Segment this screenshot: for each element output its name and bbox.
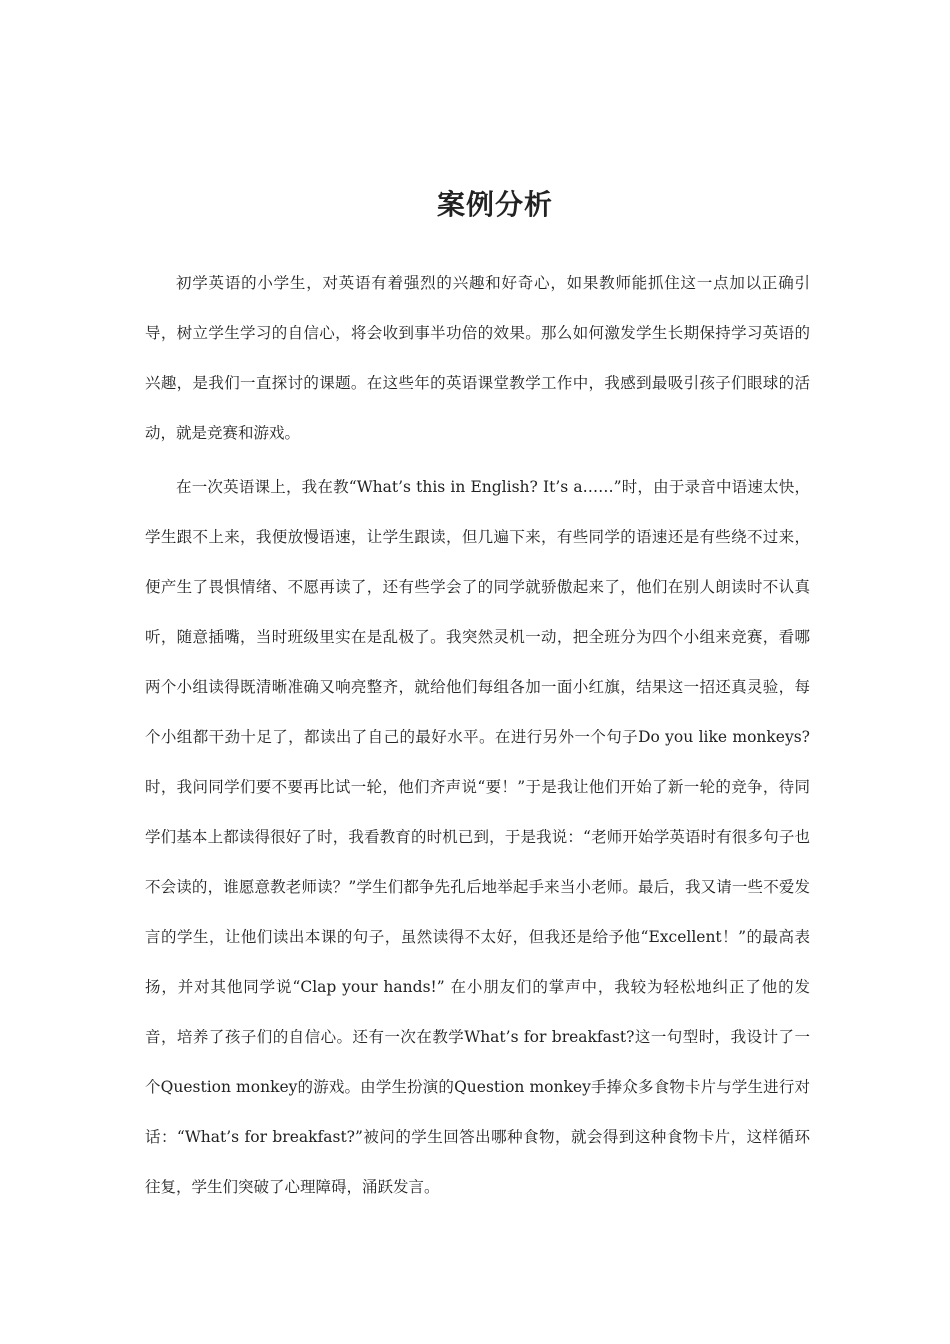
paragraph-case: 在一次英语课上，我在教“What’s this in English? It’s a……”时，由于录音中语速太快，学生跟不上来，我便放慢语速，让学生跟读，但几遍下来，有些同学的语速还是有些绕不过来，便产生了畏惧情绪、不愿再读了，还有些学会了的同学就骄傲起来了，他们在别人朗读时不认真听，随意插嘴，当时班级里实在是乱极了。我突然灵机一动，把全班分为四个小组来竞赛，看哪两个小组读得既清晰准确又响亮整齐，就给他们每组各加一面小红旗，结果这一招还真灵验，每个小组都干劲十足了，都读出了自己的最好水平。在进行另外一个句子Do you like monkeys?时，我问同学们要不要再比试一轮，他们齐声说“要！”于是我让他们开始了新一轮的竞争，待同学们基本上都读得很好了时，我看教育的时机已到，于是我说：“老师开始学英语时有很多句子也不会读的，谁愿意教老师读？”学生们都争先孔后地举起手来当小老师。最后，我又请一些不爱发言的学生，让他们读出本课的句子，虽然读得不太好，但我还是给予他“Excellent！”的最高表扬，并对其他同学说“Clap your hands!” 在小朋友们的掌声中，我较为轻松地纠正了他的发音，培养了孩子们的自信心。还有一次在教学What’s for breakfast?这一句型时，我设计了一个Question monkey的游戏。由学生扮演的Question monkey手捧众多食物卡片与学生进行对话：“What’s for breakfast?”被问的学生回答出哪种食物，就会得到这种食物卡片，这样循环往复，学生们突破了心理障碍，涌跃发言。: [145, 478, 810, 1196]
document-body: [145, 258, 810, 1212]
document-title: 案例分析: [436, 188, 553, 221]
paragraph-intro: 初学英语的小学生，对英语有着强烈的兴趣和好奇心，如果教师能抓住这一点加以正确引导，树立学生学习的自信心，将会收到事半功倍的效果。那么如何激发学生长期保持学习英语的兴趣，是我们一直探讨的课题。在这些年的英语课堂教学工作中，我感到最吸引孩子们眼球的活动，就是竞赛和游戏。: [145, 274, 810, 442]
